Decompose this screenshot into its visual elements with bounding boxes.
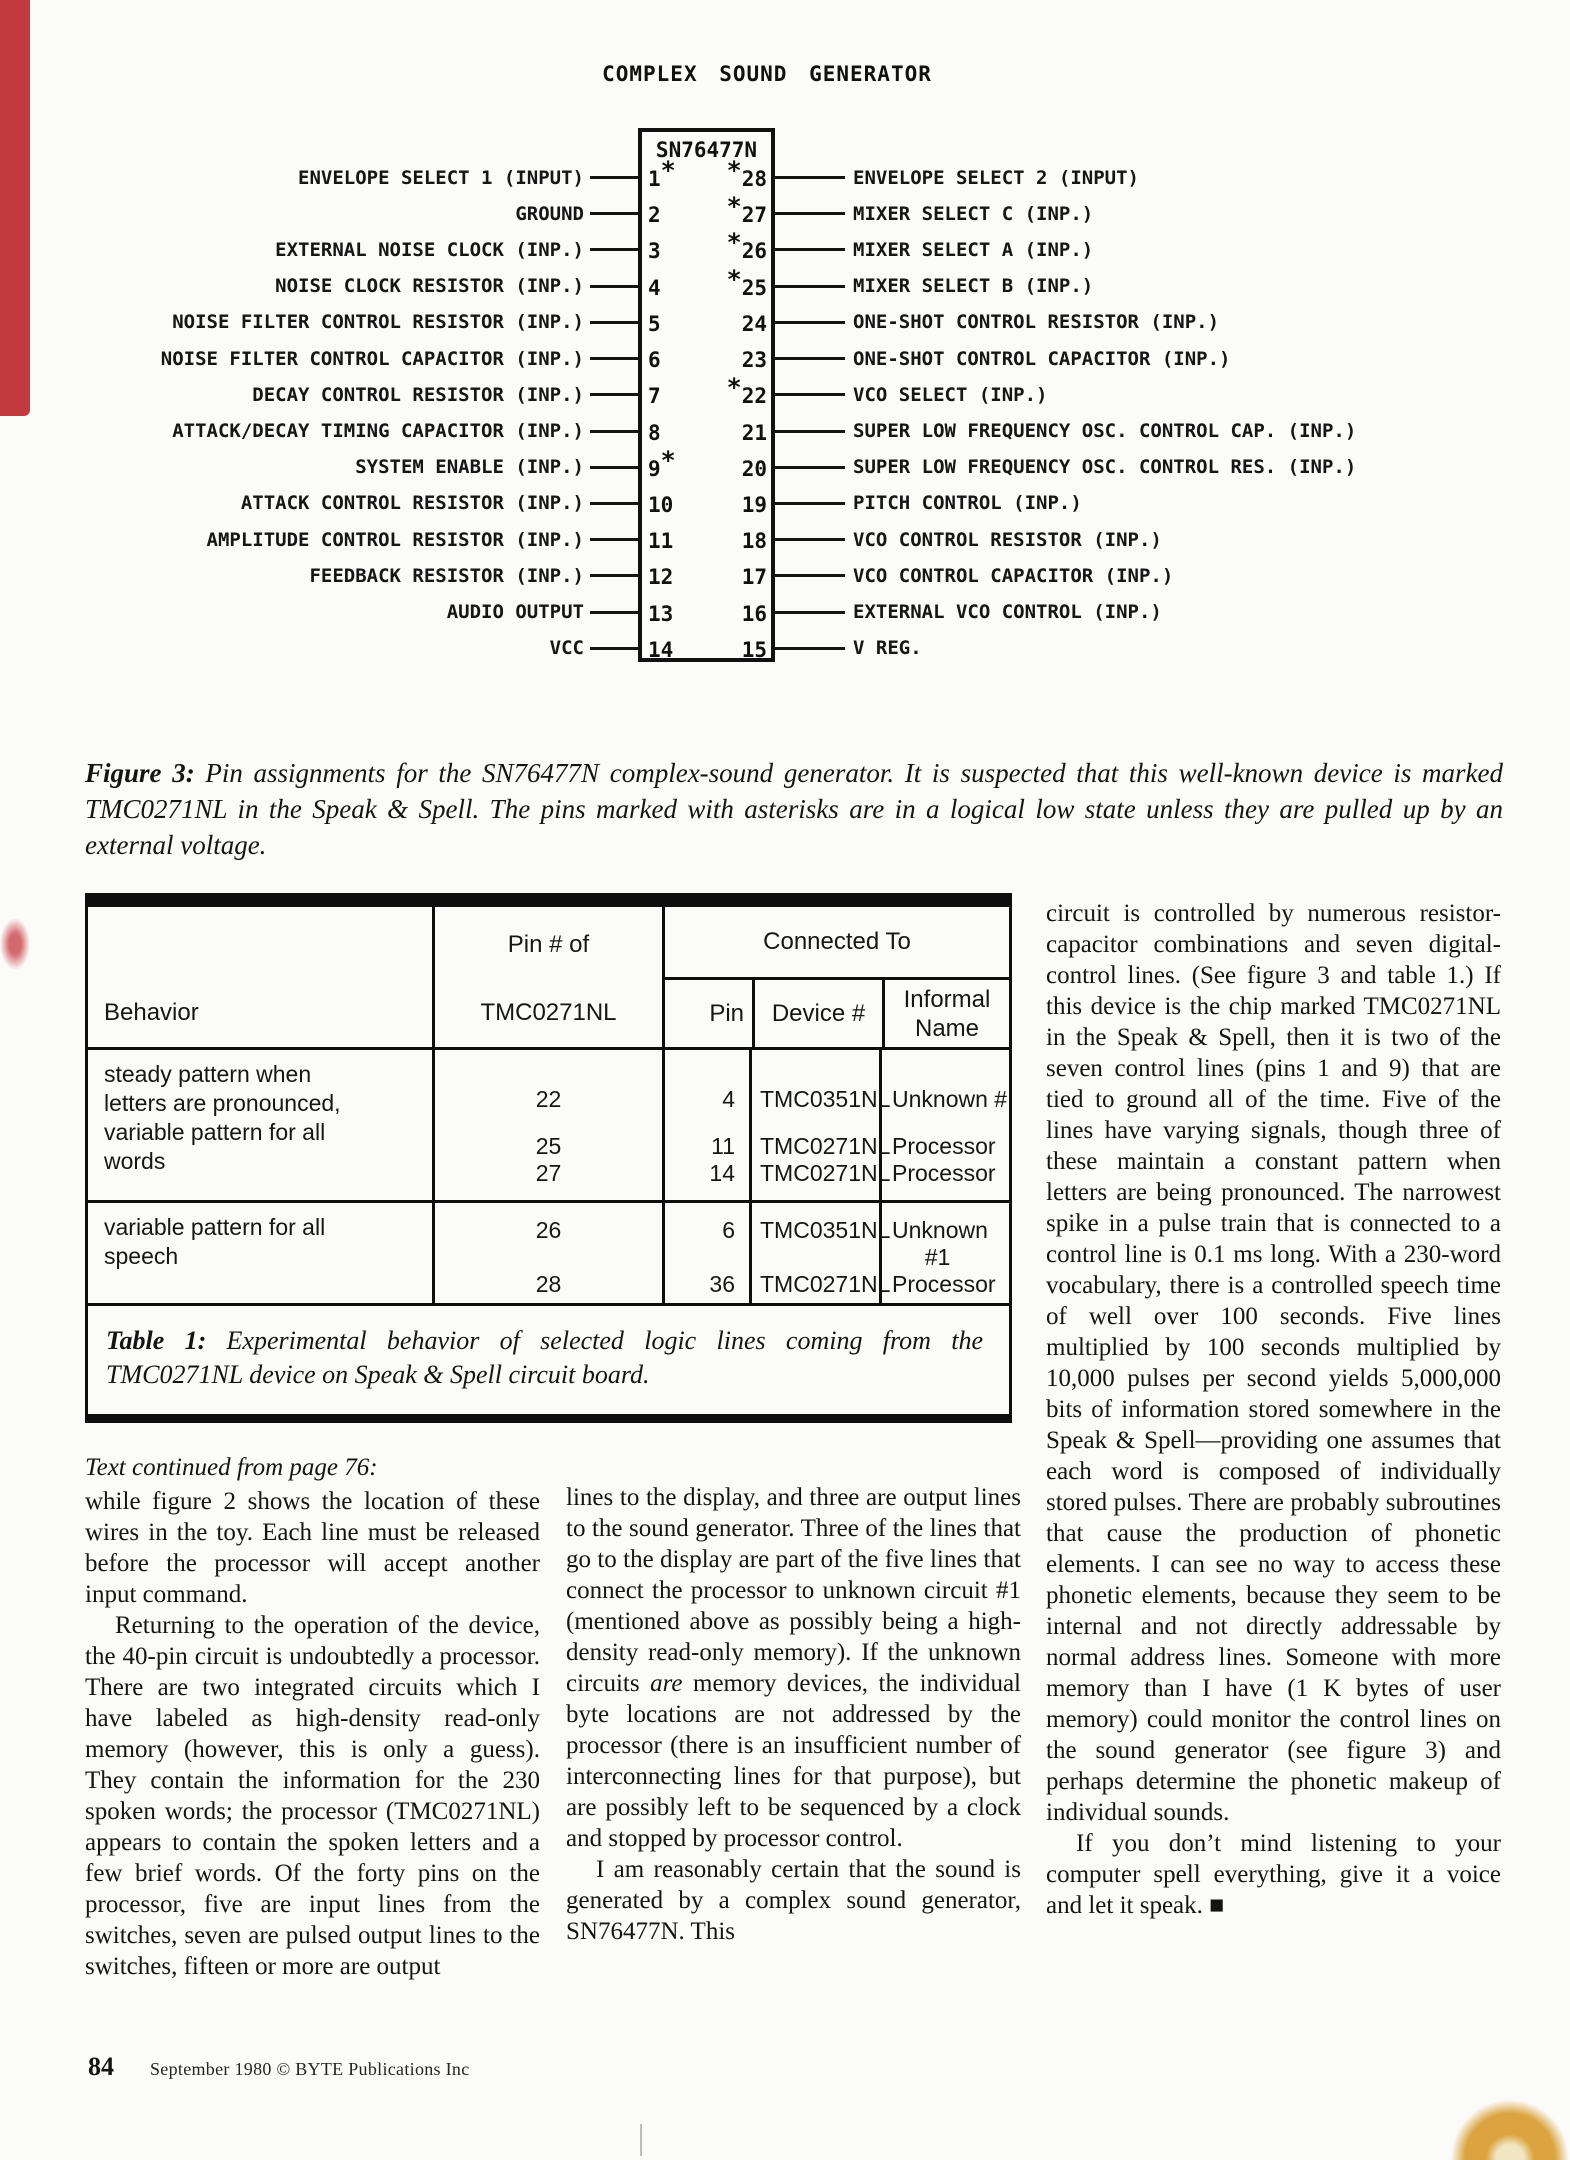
diagram-title: COMPLEX SOUND GENERATOR	[602, 62, 932, 86]
article-column-middle	[566, 1482, 1021, 1947]
pin-row	[0, 560, 1570, 591]
pin-label-left: ATTACK CONTROL RESISTOR (INP.)	[240, 492, 584, 515]
cell-pin: 6 36	[662, 1203, 749, 1303]
continued-note: Text continued from page 76:	[85, 1454, 378, 1481]
pin-label-right: ONE-SHOT CONTROL RESISTOR (INP.)	[853, 311, 1220, 334]
paragraph: circuit is controlled by numerous resistor-capacitor combinations and seven digital-control lines. (See figure 3 and table 1.) If this device is the chip marked TMC0271NL in the Speak & Spell, then it is two of the seven control lines (pins 1 and 9) that are tied to ground all of the time. Five of the lines have varying signals, though three of these maintain a constant pattern when letters are being pronounced. The narrowest spike in a pulse train that is connected to a control line is 0.1 ms long. With a 230-word vocabulary, there is a controlled speech time of well over 100 seconds. Five lines multiplied by 100 seconds multiplied by 10,000 pulses per second yields 5,000,000 bits of information stored somewhere in the Speak & Spell—providing one assumes that each word is composed of individually stored pulses. There are probably subroutines that cause the production of phonetic elements. I can see no way to access these phonetic elements, because they seem to be internal and not directly addressable by normal address lines. Someone with more memory than I have (1 K bytes of user memory) could monitor the control lines on the sound generator (see figure 3) and perhaps determine the phonetic makeup of individual sounds.	[1046, 900, 1501, 1826]
pin-number: 5	[648, 311, 661, 336]
pin-lead-line	[590, 574, 638, 577]
pin-lead-line	[590, 611, 638, 614]
pin-number: *22	[726, 373, 767, 409]
cell-pin-of: 26 28	[432, 1203, 662, 1303]
footer-credit: September 1980 © BYTE Publications Inc	[150, 2059, 470, 2079]
pin-rows	[0, 156, 1570, 664]
paragraph: I am reasonably certain that the sound is generated by a complex sound generator, SN76477N. This	[566, 1856, 1021, 1945]
table-top-bar	[85, 893, 1012, 904]
article-column-left	[85, 1452, 540, 1982]
pin-number: 1*	[648, 156, 676, 191]
pin-lead-line	[775, 466, 845, 469]
pin-number: 24	[741, 311, 767, 336]
pin-row	[0, 192, 1570, 229]
pin-label-right: MIXER SELECT A (INP.)	[853, 238, 1094, 261]
pin-number: 15	[741, 637, 767, 662]
pin-number: 10	[648, 492, 674, 517]
column-header-behavior: Behavior	[104, 999, 199, 1026]
table-caption-label: Table 1:	[106, 1326, 207, 1355]
pin-label-left: ATTACK/DECAY TIMING CAPACITOR (INP.)	[172, 420, 584, 443]
table-header	[88, 907, 1009, 1047]
scan-artifact-red-smudge	[0, 918, 30, 970]
pin-lead-line	[590, 393, 638, 396]
column-header-connected-to: Connected To Pin Device # Informal Name	[662, 907, 1009, 1047]
pin-lead-line	[775, 430, 845, 433]
figure-caption-label: Figure 3:	[85, 758, 195, 788]
cell-pin: 4 11 14	[662, 1050, 749, 1200]
pin-label-right: VCO CONTROL CAPACITOR (INP.)	[853, 564, 1174, 587]
pin-label-right: ENVELOPE SELECT 2 (INPUT)	[853, 166, 1139, 189]
pin-lead-line	[590, 647, 638, 650]
pin-number: 16	[741, 601, 767, 626]
pin-label-right: PITCH CONTROL (INP.)	[853, 492, 1082, 515]
figure-caption	[85, 755, 1503, 863]
table-caption	[88, 1303, 1009, 1414]
pin-number: *27	[726, 192, 767, 228]
article-column-right	[1046, 898, 1501, 1921]
scan-artifact-fold-mark	[640, 2124, 642, 2156]
pin-lead-line	[775, 248, 845, 251]
pin-row	[0, 307, 1570, 338]
pin-number: 14	[648, 637, 674, 662]
pin-number: 21	[741, 420, 767, 445]
pin-lead-line	[590, 248, 638, 251]
chip-name: SN76477N	[655, 138, 758, 162]
pin-row	[0, 373, 1570, 410]
pin-label-left: FEEDBACK RESISTOR (INP.)	[309, 564, 584, 587]
pin-label-right: SUPER LOW FREQUENCY OSC. CONTROL RES. (INP.)	[853, 456, 1357, 479]
paragraph: If you don’t mind listening to your computer spell everything, give it a voice and let it speak. ■	[1046, 1830, 1501, 1919]
pin-lead-line	[590, 176, 638, 179]
paragraph: Returning to the operation of the device, the 40-pin circuit is undoubtedly a processor. There are two integrated circuits which I have labeled as high-density read-only memory (however, this is only a guess). They contain the information for the 230 spoken words; the processor (TMC0271NL) appears to contain the spoken letters and a few brief words. Of the forty pins on the processor, five are input lines from the switches, seven are pulsed output lines to the switches, fifteen or more are output	[85, 1612, 540, 1980]
data-table	[85, 893, 1012, 1423]
pin-label-left: NOISE CLOCK RESISTOR (INP.)	[275, 275, 584, 298]
pin-label-right: VCO CONTROL RESISTOR (INP.)	[853, 528, 1162, 551]
pin-row	[0, 343, 1570, 374]
pin-number: 9*	[648, 445, 676, 481]
pin-label-right: MIXER SELECT B (INP.)	[853, 275, 1094, 298]
scan-artifact-orange-spot	[1448, 2098, 1570, 2160]
pin-row	[0, 597, 1570, 628]
pin-lead-line	[775, 321, 845, 324]
pin-number: *26	[726, 228, 767, 264]
pin-number: 19	[741, 492, 767, 517]
pin-number: 23	[741, 348, 767, 373]
pin-lead-line	[775, 574, 845, 577]
pin-lead-line	[590, 321, 638, 324]
cell-behavior: steady pattern when letters are pronounced, variable pattern for all words	[104, 1061, 341, 1174]
pin-row	[0, 488, 1570, 519]
pin-row	[0, 524, 1570, 555]
table-row	[88, 1200, 1009, 1303]
pin-number: 6	[648, 348, 661, 373]
pin-number: 13	[648, 601, 674, 626]
pin-label-left: AUDIO OUTPUT	[446, 601, 584, 624]
paragraph: while figure 2 shows the location of these wires in the toy. Each line must be released before the processor will accept another input command.	[85, 1488, 540, 1608]
pin-lead-line	[590, 466, 638, 469]
pin-row	[0, 156, 1570, 193]
pin-lead-line	[590, 538, 638, 541]
cell-pin-of: 22 25 27	[432, 1050, 662, 1200]
pin-label-right: MIXER SELECT C (INP.)	[853, 202, 1094, 225]
paragraph: lines to the display, and three are output lines to the sound generator. Three of the lines that go to the display are part of the five lines that connect the processor to unknown circuit #1 (mentioned above as possibly being a high-density read-only memory). If the unknown circuits are memory devices, the individual byte locations are not addressed by the processor (there is an insufficient number of interconnecting lines for that purpose), but are possibly left to be sequenced by a clock and stopped by processor control.	[566, 1484, 1021, 1852]
pin-label-right: EXTERNAL VCO CONTROL (INP.)	[853, 601, 1162, 624]
pin-lead-line	[590, 357, 638, 360]
pin-number: 3	[648, 239, 661, 264]
pin-lead-line	[590, 212, 638, 215]
column-header-pin-of: Pin # of TMC0271NL	[432, 907, 662, 1047]
pin-lead-line	[775, 393, 845, 396]
table-caption-text: Experimental behavior of selected logic lines coming from the TMC0271NL device on Speak & Spell circuit board.	[106, 1326, 983, 1389]
column-header-device: Device #	[752, 980, 882, 1047]
column-header-informal: Informal Name	[882, 980, 1009, 1047]
pin-lead-line	[775, 176, 845, 179]
pin-number: 11	[648, 529, 674, 554]
footer-page-number: 84	[88, 2052, 114, 2081]
pin-lead-line	[775, 647, 845, 650]
pin-lead-line	[775, 212, 845, 215]
pin-number: *25	[726, 264, 767, 300]
pin-lead-line	[775, 611, 845, 614]
pin-lead-line	[590, 502, 638, 505]
pin-row	[0, 445, 1570, 483]
pin-label-right: ONE-SHOT CONTROL CAPACITOR (INP.)	[853, 347, 1231, 370]
pin-label-left: VCC	[549, 637, 584, 660]
pin-lead-line	[590, 285, 638, 288]
pin-lead-line	[775, 285, 845, 288]
page-footer	[88, 2052, 470, 2082]
cell-device: TMC0351NL TMC0271NL	[749, 1203, 879, 1303]
cell-informal-name: Unknown # Processor Processor	[879, 1050, 1009, 1200]
pin-label-right: SUPER LOW FREQUENCY OSC. CONTROL CAP. (INP.)	[853, 420, 1357, 443]
pin-label-left: SYSTEM ENABLE (INP.)	[355, 456, 584, 479]
pin-row	[0, 264, 1570, 302]
pin-number: *28	[726, 156, 767, 191]
table-row	[88, 1047, 1009, 1200]
pin-label-left: EXTERNAL NOISE CLOCK (INP.)	[275, 238, 584, 261]
pin-label-left: GROUND	[515, 202, 584, 225]
pin-number: 17	[741, 565, 767, 590]
pin-label-left: AMPLITUDE CONTROL RESISTOR (INP.)	[206, 528, 584, 551]
pin-lead-line	[775, 357, 845, 360]
pin-number: 4	[648, 275, 661, 300]
pin-row	[0, 416, 1570, 447]
pin-lead-line	[775, 502, 845, 505]
pin-number: 20	[741, 456, 767, 481]
pin-lead-line	[775, 538, 845, 541]
pin-row	[0, 228, 1570, 265]
pin-label-left: DECAY CONTROL RESISTOR (INP.)	[252, 383, 584, 406]
pin-label-left: ENVELOPE SELECT 1 (INPUT)	[298, 166, 584, 189]
cell-informal-name: Unknown #1 Processor	[879, 1203, 1009, 1303]
pin-number: 2	[648, 203, 661, 228]
cell-device: TMC0351NL TMC0271NL TMC0271NL	[749, 1050, 879, 1200]
cell-behavior: variable pattern for all speech	[104, 1214, 326, 1269]
figure-caption-text: Pin assignments for the SN76477N complex-sound generator. It is suspected that this well-known device is marked TMC0271NL in the Speak & Spell. The pins marked with asterisks are in a logical low state unless they are pulled up by an external voltage.	[85, 758, 1503, 860]
pin-label-left: NOISE FILTER CONTROL RESISTOR (INP.)	[172, 311, 584, 334]
pin-lead-line	[590, 430, 638, 433]
pin-label-right: V REG.	[853, 637, 922, 660]
pin-number: 18	[741, 529, 767, 554]
pin-label-left: NOISE FILTER CONTROL CAPACITOR (INP.)	[160, 347, 584, 370]
pin-row	[0, 633, 1570, 664]
column-header-pin: Pin	[709, 999, 744, 1027]
pin-number: 7	[648, 384, 661, 409]
pin-number: 8	[648, 420, 661, 445]
pin-number: 12	[648, 565, 674, 590]
pin-label-right: VCO SELECT (INP.)	[853, 383, 1048, 406]
